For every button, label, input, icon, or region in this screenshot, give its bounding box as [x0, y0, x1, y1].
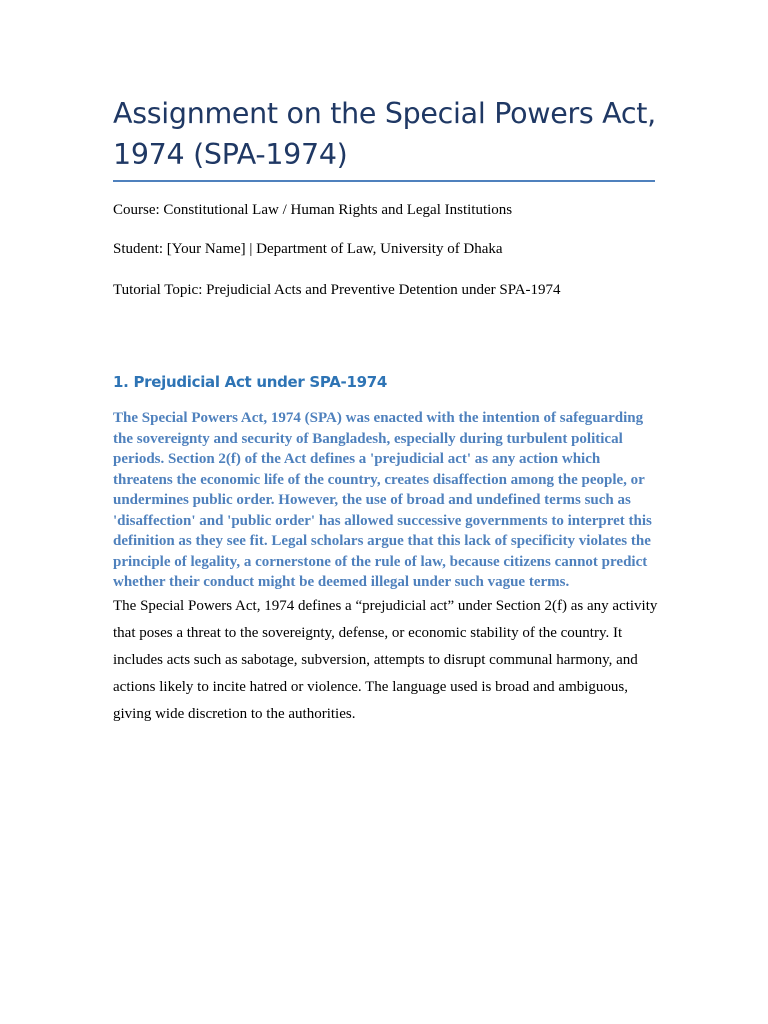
course-line: Course: Constitutional Law / Human Rights and Legal Institutions: [113, 202, 513, 218]
student-line: Student: [Your Name] | Department of Law, University of Dhaka: [113, 241, 503, 257]
highlighted-paragraph: The Special Powers Act, 1974 (SPA) was enacted with the intention of safeguarding the sovereignty and security of Bangladesh, especially during turbulent political periods. Section 2(f) of the Act defines a 'prejudicial act' as any action which threatens the economic life of the country, creates disaffection among the people, or undermines public order. However, the use of broad and undefined terms such as 'disaffection' and 'public order' has allowed successive governments to interpret this definition as they see fit. Legal scholars argue that this lack of specificity violates the principle of legality, a cornerstone of the rule of law, because citizens cannot predict whether their conduct might be deemed illegal under such vague terms.: [113, 410, 652, 590]
document-title: Assignment on the Special Powers Act, 1974 (SPA-1974): [113, 97, 656, 171]
section-heading: 1. Prejudicial Act under SPA-1974: [113, 373, 388, 391]
title-underline-divider: [113, 180, 655, 182]
body-paragraph: The Special Powers Act, 1974 defines a “prejudicial act” under Section 2(f) as any activity that poses a threat to the sovereignty, defense, or economic stability of the country. It includes acts such as sabotage, subversion, attempts to disrupt communal harmony, and actions likely to incite hatred or violence. The language used is broad and ambiguous, giving wide discretion to the authorities.: [113, 598, 658, 722]
tutorial-topic-line: Tutorial Topic: Prejudicial Acts and Preventive Detention under SPA-1974: [113, 282, 561, 298]
